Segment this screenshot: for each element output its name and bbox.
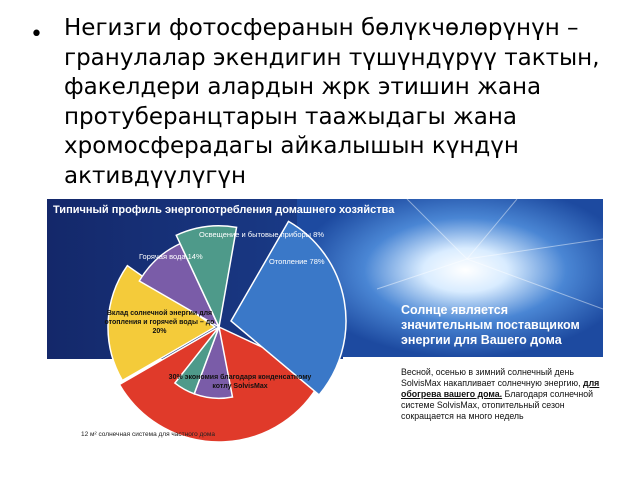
solvis-note <box>401 367 601 422</box>
note-line-2: Благодаря солнечной системе SolvisMax, отопительный сезон сокращается на много недель <box>401 389 594 421</box>
label-hotwater: Горячая вода 14% <box>139 252 203 261</box>
sun-callout: Солнце является значительным поставщиком энергии для Вашего дома <box>401 303 580 347</box>
figure-title: Типичный профиль энергопотребления домашнего хозяйства <box>53 204 395 216</box>
bullet-marker: • <box>30 22 43 47</box>
label-lighting: Освещение и бытовые приборы 8% <box>199 230 324 239</box>
bullet-item <box>30 14 630 191</box>
note-line-1: Весной, осенью в зимний солнечный день SolvisMax накапливает солнечную энергию, <box>401 367 581 388</box>
bullet-text: Негизги фотосферанын бөлүкчөлөрүнүн – гранулалар экендигин түшүндүрүү тактын, факелдери алардын жрк этишин жана протуберанцтарын таажыдагы жана хромосферадагы айкалышын күндүн активдүүлүгүн <box>64 15 600 189</box>
label-savings: 30% экономия благодаря конденсатному котлу SolvisMax <box>168 374 312 390</box>
label-solar: Вклад солнечной энергии для отопления и горячей воды – до 20% <box>104 310 215 335</box>
energy-profile-figure <box>47 199 603 443</box>
note-underlined: для обогрева вашего дома. <box>401 378 600 399</box>
label-heating: Отопление 78% <box>269 257 325 266</box>
figure-footnote: 12 м² солнечная система для частного дома <box>81 431 215 438</box>
